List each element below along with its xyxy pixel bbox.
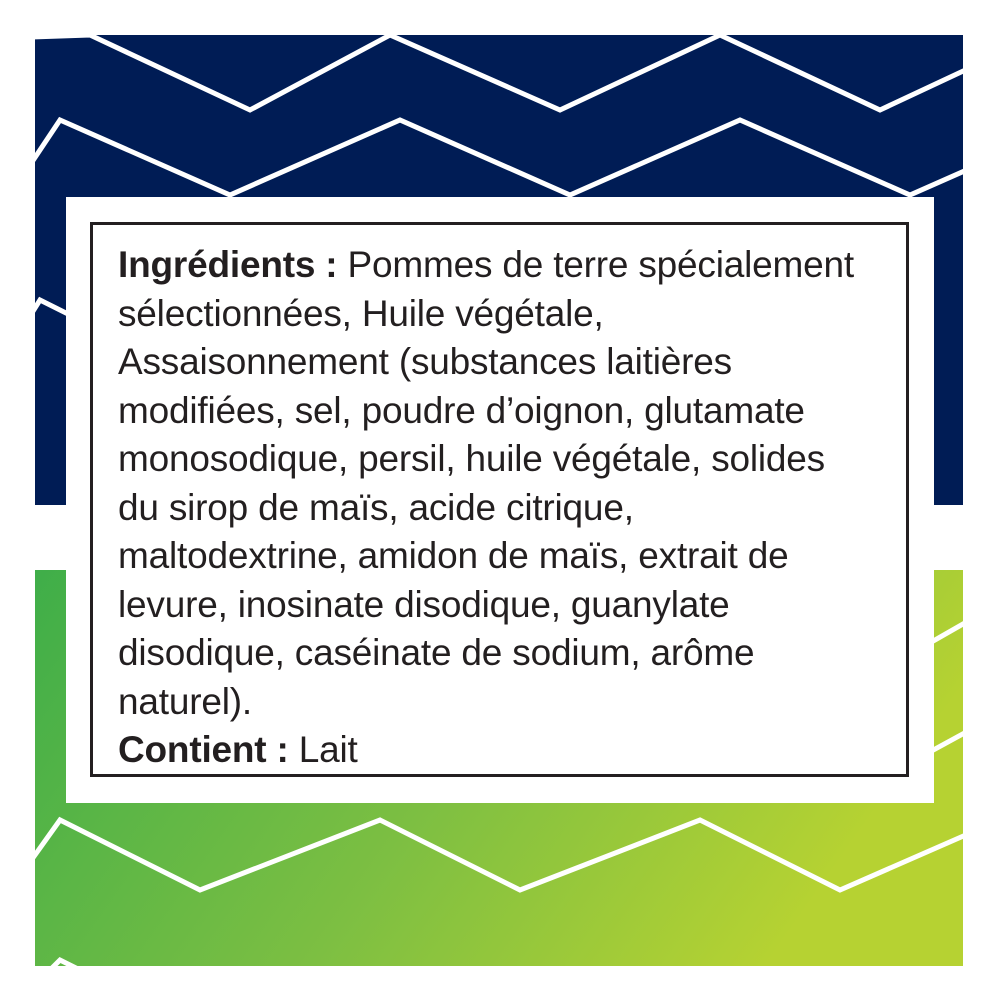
ingredients-heading: Ingrédients : [118, 244, 338, 285]
contains-paragraph [118, 726, 858, 775]
contains-value: Lait [298, 729, 358, 770]
ingredients-text-block [118, 241, 858, 775]
ingredients-list: Pommes de terre spécialement sélectionnées, Huile végétale, Assaisonnement (substances laitières modifiées, sel, poudre d’oignon, glutamate monosodique, persil, huile végétale, solides du sirop de maïs, acide citrique, maltodextrine, amidon de maïs, extrait de levure, inosinate disodique, guanylate disodique, caséinate de sodium, arôme naturel). [118, 244, 854, 722]
ingredients-box [90, 222, 909, 777]
contains-heading: Contient : [118, 729, 289, 770]
ingredients-paragraph [118, 241, 858, 726]
